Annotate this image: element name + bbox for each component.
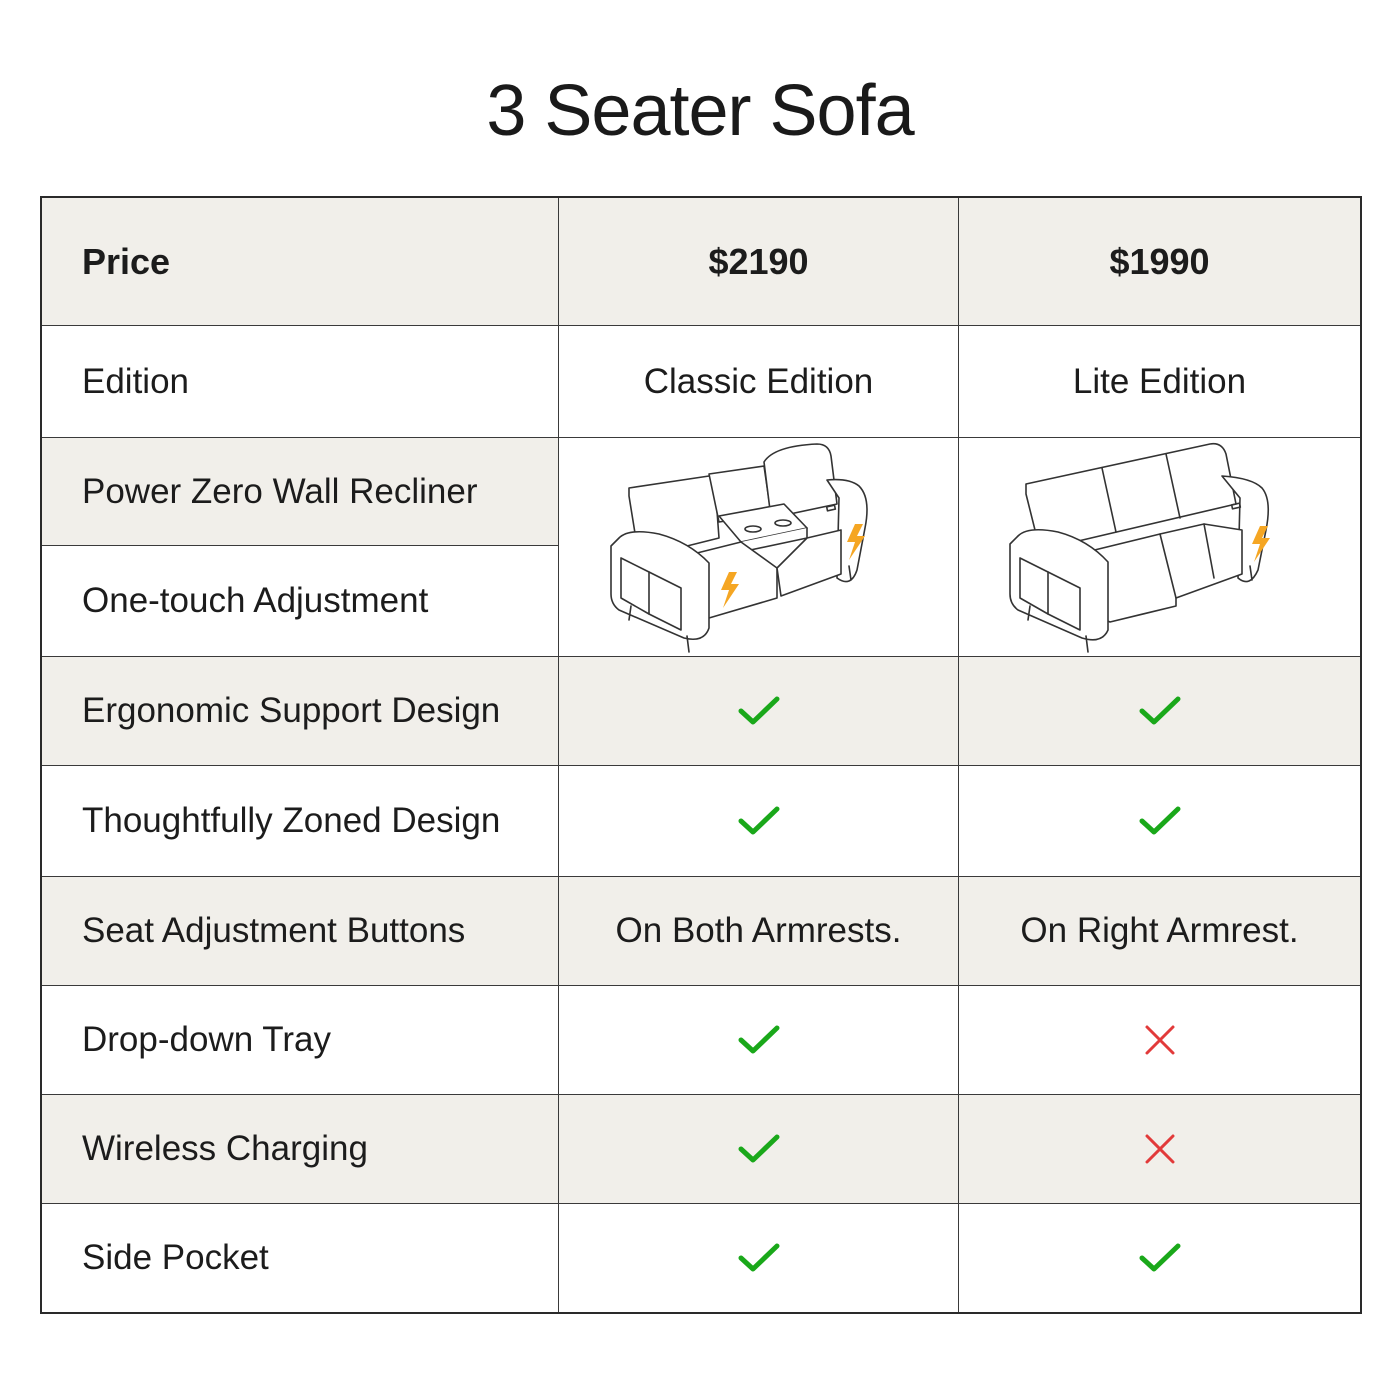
check-icon <box>559 1095 959 1204</box>
one-touch-label: One-touch Adjustment <box>42 546 559 657</box>
edition-label: Edition <box>42 326 559 438</box>
check-icon <box>559 986 959 1095</box>
pocket-label: Side Pocket <box>42 1204 559 1312</box>
check-icon <box>959 766 1360 877</box>
check-icon <box>559 1204 959 1312</box>
check-icon <box>559 766 959 877</box>
tray-label: Drop-down Tray <box>42 986 559 1095</box>
ergonomic-label: Ergonomic Support Design <box>42 657 559 766</box>
buttons-label: Seat Adjustment Buttons <box>42 877 559 986</box>
cross-icon <box>959 986 1360 1095</box>
page-title: 3 Seater Sofa <box>486 71 914 151</box>
sofa-classic-illustration <box>559 438 959 657</box>
wireless-label: Wireless Charging <box>42 1095 559 1204</box>
edition-classic: Classic Edition <box>559 326 959 438</box>
sofa-lite-illustration <box>959 438 1360 657</box>
price-lite: $1990 <box>959 198 1360 326</box>
check-icon <box>959 1204 1360 1312</box>
cross-icon <box>959 1095 1360 1204</box>
check-icon <box>559 657 959 766</box>
recliner-label: Power Zero Wall Recliner <box>42 438 559 546</box>
edition-lite: Lite Edition <box>959 326 1360 438</box>
check-icon <box>959 657 1360 766</box>
comparison-table <box>40 196 1362 1314</box>
buttons-classic: On Both Armrests. <box>559 877 959 986</box>
price-classic: $2190 <box>559 198 959 326</box>
price-label: Price <box>42 198 559 326</box>
buttons-lite: On Right Armrest. <box>959 877 1360 986</box>
zoned-label: Thoughtfully Zoned Design <box>42 766 559 877</box>
